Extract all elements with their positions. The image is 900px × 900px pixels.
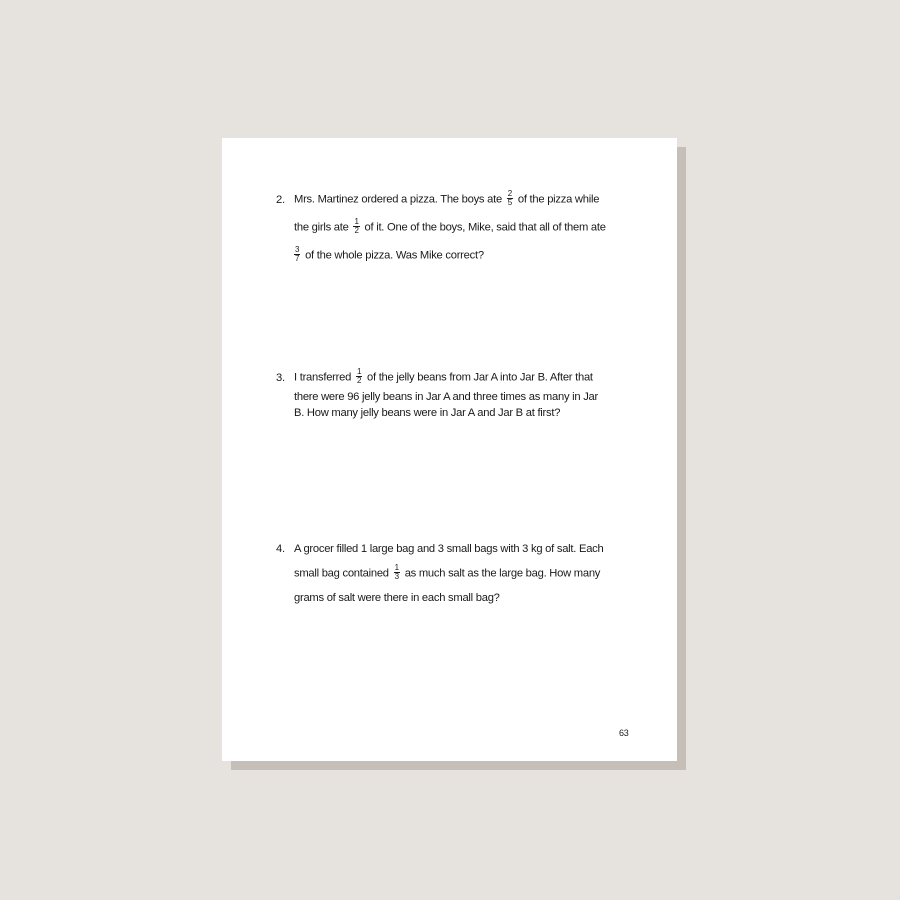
problem-line xyxy=(294,369,593,386)
problem-line xyxy=(294,191,599,208)
fraction-numerator: 1 xyxy=(354,217,359,226)
problem-line xyxy=(294,247,484,264)
fraction xyxy=(356,368,362,385)
fraction-denominator: 3 xyxy=(394,572,399,581)
problem-text: small bag contained xyxy=(294,567,389,580)
problem-line: B. How many jelly beans were in Jar A and Jar B at first? xyxy=(294,407,561,419)
problem-number: 3. xyxy=(276,372,285,384)
fraction-denominator: 7 xyxy=(295,254,300,263)
problem-text: of the jelly beans from Jar A into Jar B. After that xyxy=(367,371,593,384)
problem-line xyxy=(294,219,606,236)
problem-text: as much salt as the large bag. How many xyxy=(404,567,601,580)
fraction xyxy=(394,564,400,581)
problem-text: of the pizza while xyxy=(517,193,600,206)
problem-number: 2. xyxy=(276,194,285,206)
problem-text: I transferred xyxy=(294,371,352,384)
problem-text: of it. One of the boys, Mike, said that all of them ate xyxy=(364,221,606,234)
page-number: 63 xyxy=(619,728,629,738)
fraction-numerator: 2 xyxy=(507,189,512,198)
problem-text: of the whole pizza. Was Mike correct? xyxy=(305,249,484,262)
problem-line xyxy=(294,565,600,582)
problem-line: there were 96 jelly beans in Jar A and three times as many in Jar xyxy=(294,391,599,403)
fraction-denominator: 2 xyxy=(354,226,359,235)
fraction-numerator: 1 xyxy=(394,563,399,572)
problem-line: grams of salt were there in each small bag? xyxy=(294,592,500,604)
problem-line: A grocer filled 1 large bag and 3 small bags with 3 kg of salt. Each xyxy=(294,543,604,555)
problem-text: the girls ate xyxy=(294,221,349,234)
fraction xyxy=(294,246,300,263)
fraction-denominator: 5 xyxy=(507,198,512,207)
problem-text: Mrs. Martinez ordered a pizza. The boys ate xyxy=(294,193,502,206)
worksheet-page xyxy=(222,138,677,761)
fraction-numerator: 3 xyxy=(295,245,300,254)
problem-number: 4. xyxy=(276,543,285,555)
fraction-numerator: 1 xyxy=(356,367,362,376)
fraction-denominator: 2 xyxy=(356,376,362,385)
fraction xyxy=(353,218,359,235)
fraction xyxy=(507,190,513,207)
